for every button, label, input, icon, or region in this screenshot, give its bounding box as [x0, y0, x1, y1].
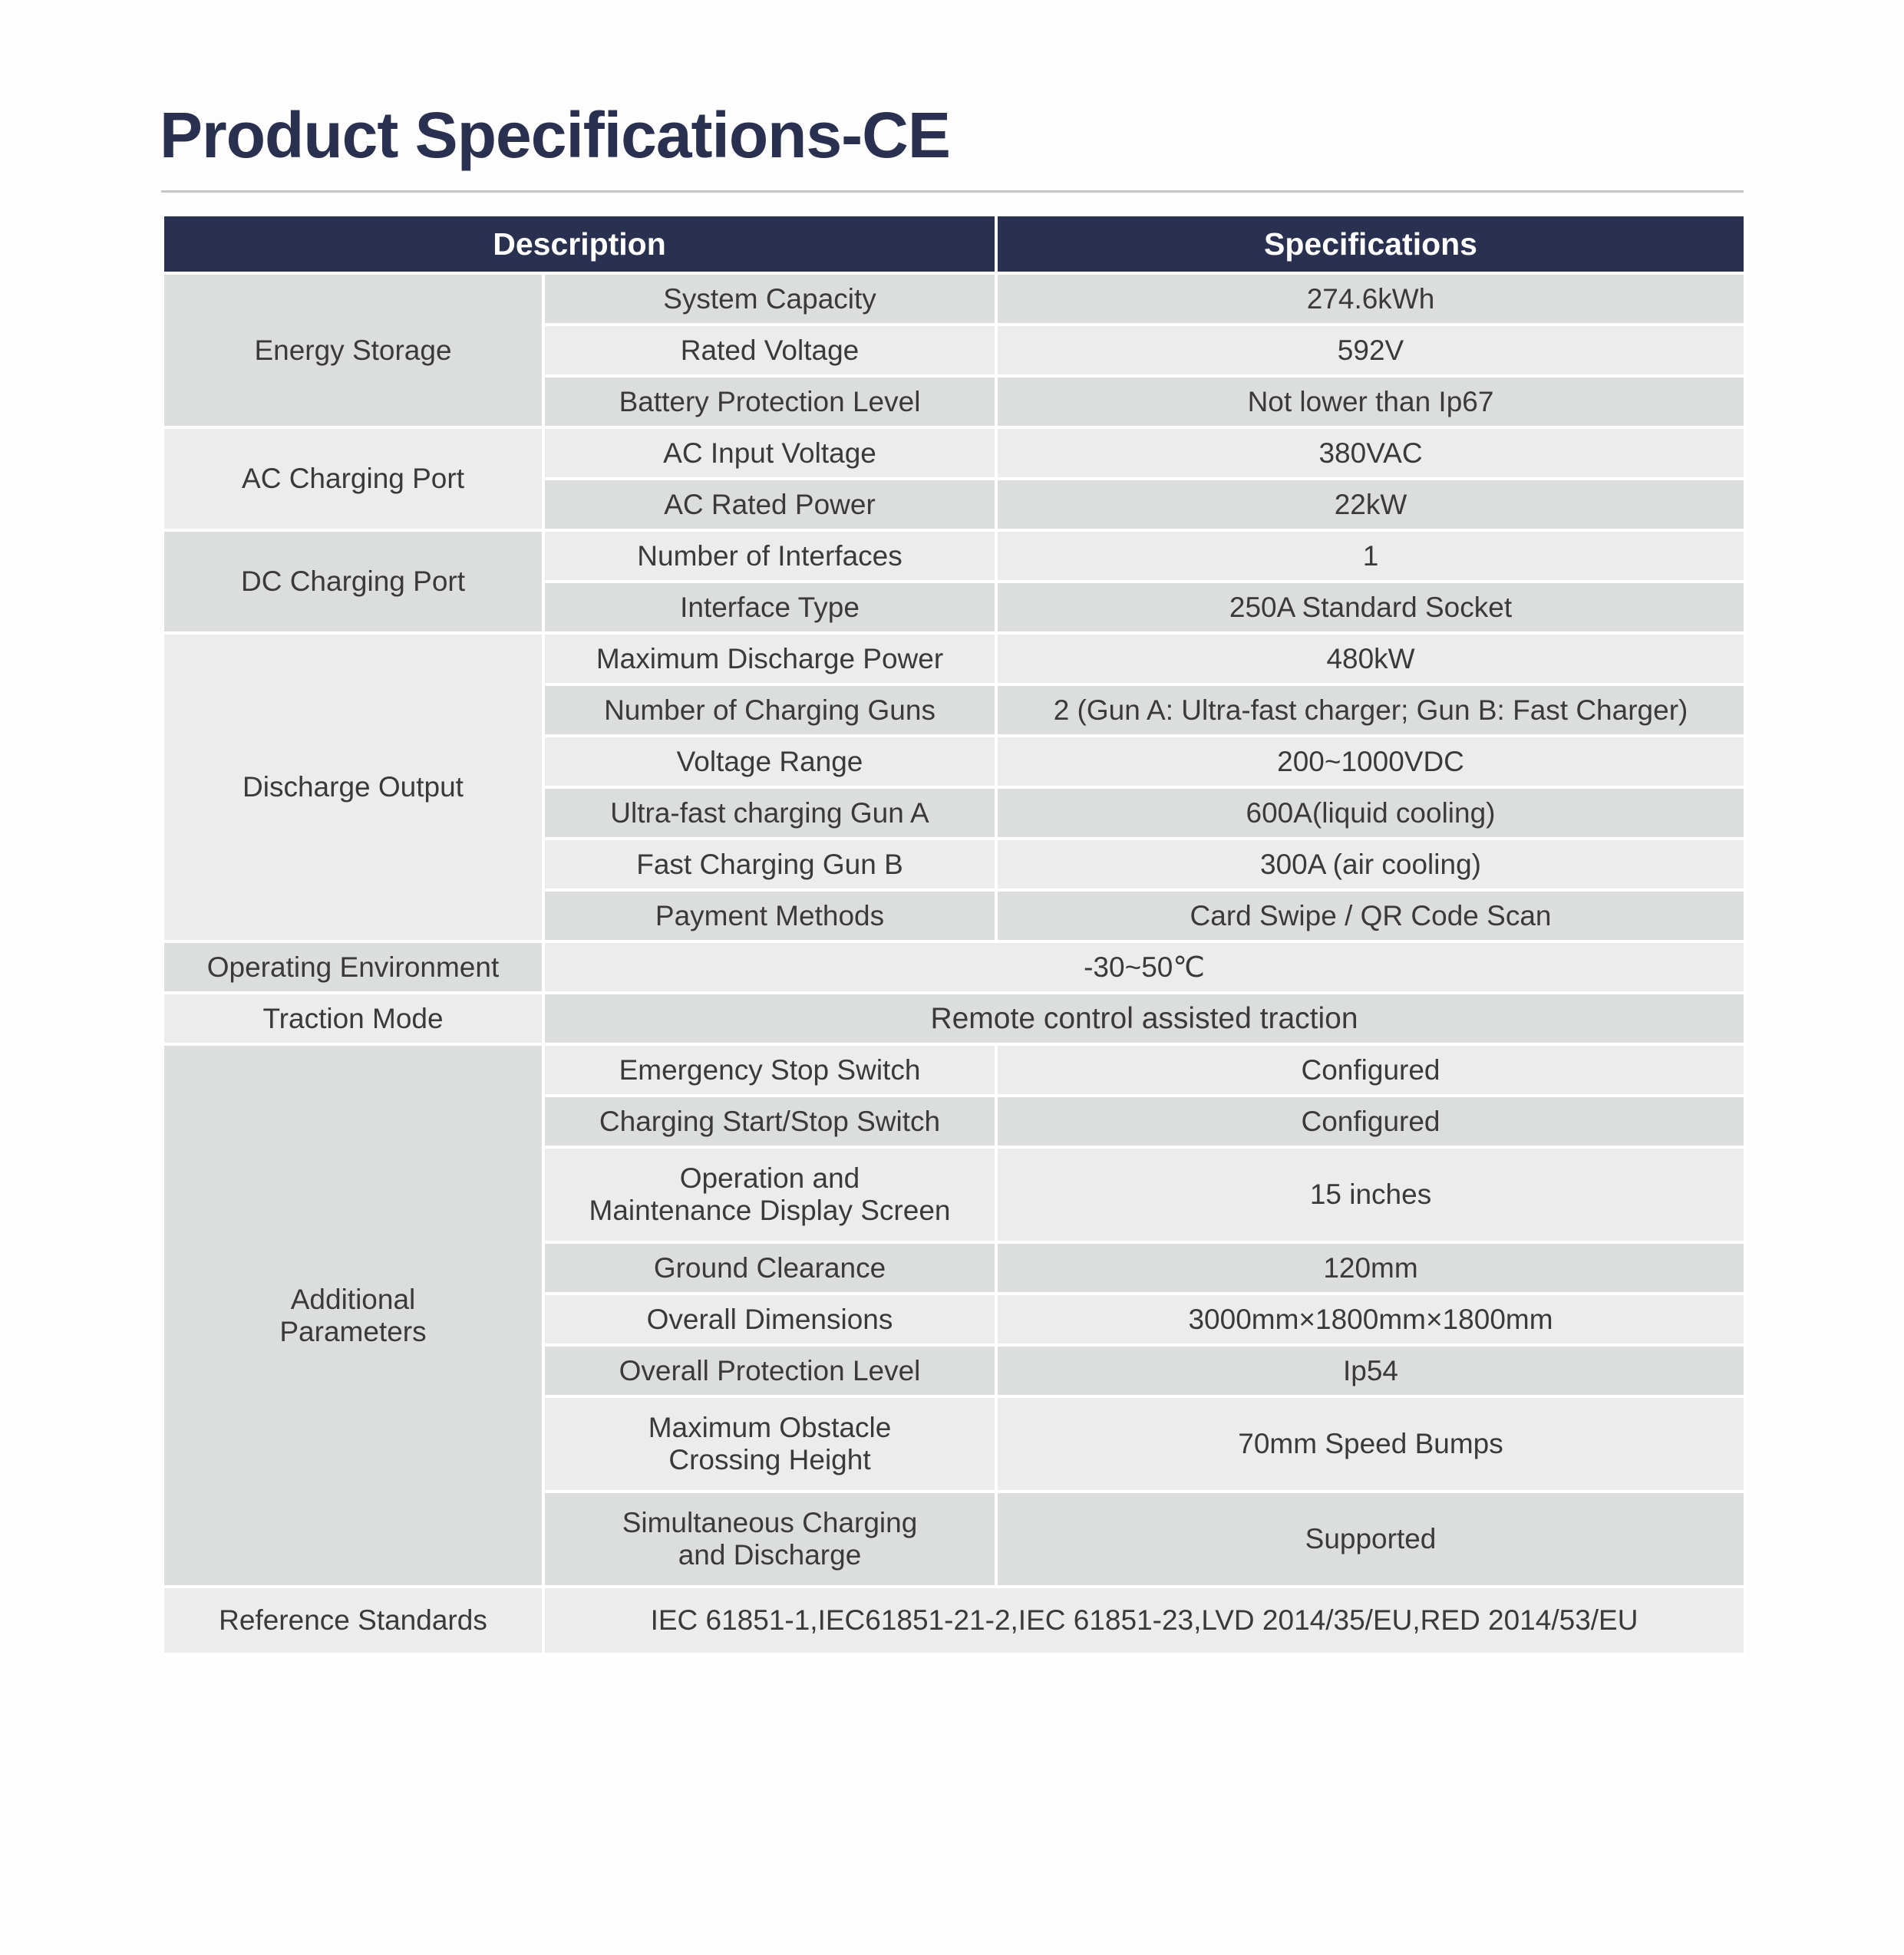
table-row: [163, 530, 1745, 582]
spec-value: 2 (Gun A: Ultra-fast charger; Gun B: Fast Charger): [996, 684, 1745, 736]
spec-value: 274.6kWh: [996, 273, 1745, 325]
group-discharge-output: Discharge Output: [163, 633, 543, 941]
param-label: Overall Protection Level: [543, 1345, 996, 1396]
table-row: [163, 427, 1745, 479]
spec-value: 380VAC: [996, 427, 1745, 479]
group-reference-standards: Reference Standards: [163, 1587, 543, 1654]
param-label: Number of Interfaces: [543, 530, 996, 582]
header-description: Description: [163, 215, 996, 273]
spec-value: Configured: [996, 1096, 1745, 1147]
param-label: Rated Voltage: [543, 325, 996, 376]
param-label: Maximum Obstacle Crossing Height: [543, 1396, 996, 1492]
spec-value: 15 inches: [996, 1147, 1745, 1242]
group-operating-environment: Operating Environment: [163, 941, 543, 993]
table-row: [163, 273, 1745, 325]
spec-value: Not lower than Ip67: [996, 376, 1745, 427]
param-label: Emergency Stop Switch: [543, 1044, 996, 1096]
param-label: Voltage Range: [543, 736, 996, 787]
param-label: Simultaneous Charging and Discharge: [543, 1492, 996, 1587]
param-label: Battery Protection Level: [543, 376, 996, 427]
spec-value: 120mm: [996, 1242, 1745, 1294]
title-divider: [161, 190, 1744, 193]
param-label: Overall Dimensions: [543, 1294, 996, 1345]
spec-value: Configured: [996, 1044, 1745, 1096]
spec-value: 3000mm×1800mm×1800mm: [996, 1294, 1745, 1345]
group-traction-mode: Traction Mode: [163, 993, 543, 1044]
group-dc-charging-port: DC Charging Port: [163, 530, 543, 633]
param-label: AC Input Voltage: [543, 427, 996, 479]
param-label: Charging Start/Stop Switch: [543, 1096, 996, 1147]
spec-value: Card Swipe / QR Code Scan: [996, 890, 1745, 941]
header-specifications: Specifications: [996, 215, 1745, 273]
param-label: Interface Type: [543, 582, 996, 633]
spec-value: 1: [996, 530, 1745, 582]
param-label: Number of Charging Guns: [543, 684, 996, 736]
param-label: AC Rated Power: [543, 479, 996, 530]
spec-value: 70mm Speed Bumps: [996, 1396, 1745, 1492]
param-label: Fast Charging Gun B: [543, 839, 996, 890]
table-row: [163, 993, 1745, 1044]
spec-value: Remote control assisted traction: [543, 993, 1745, 1044]
group-ac-charging-port: AC Charging Port: [163, 427, 543, 530]
spec-value: Ip54: [996, 1345, 1745, 1396]
param-label: System Capacity: [543, 273, 996, 325]
param-label: Payment Methods: [543, 890, 996, 941]
table-row: [163, 1587, 1745, 1654]
spec-value: 300A (air cooling): [996, 839, 1745, 890]
specifications-table: [161, 213, 1747, 1656]
spec-value: 250A Standard Socket: [996, 582, 1745, 633]
param-label: Ultra-fast charging Gun A: [543, 787, 996, 839]
param-label: Maximum Discharge Power: [543, 633, 996, 684]
group-additional-parameters: Additional Parameters: [163, 1044, 543, 1587]
spec-value: 22kW: [996, 479, 1745, 530]
spec-value: -30~50℃: [543, 941, 1745, 993]
table-row: [163, 633, 1745, 684]
spec-value: 600A(liquid cooling): [996, 787, 1745, 839]
spec-value: Supported: [996, 1492, 1745, 1587]
spec-value: IEC 61851-1,IEC61851-21-2,IEC 61851-23,LVD 2014/35/EU,RED 2014/53/EU: [543, 1587, 1745, 1654]
page-title: Product Specifications-CE: [160, 99, 950, 171]
table-row: [163, 941, 1745, 993]
param-label: Ground Clearance: [543, 1242, 996, 1294]
table-row: [163, 1044, 1745, 1096]
spec-value: 592V: [996, 325, 1745, 376]
param-label: Operation and Maintenance Display Screen: [543, 1147, 996, 1242]
group-energy-storage: Energy Storage: [163, 273, 543, 427]
table-header-row: [163, 215, 1745, 273]
spec-value: 200~1000VDC: [996, 736, 1745, 787]
spec-value: 480kW: [996, 633, 1745, 684]
